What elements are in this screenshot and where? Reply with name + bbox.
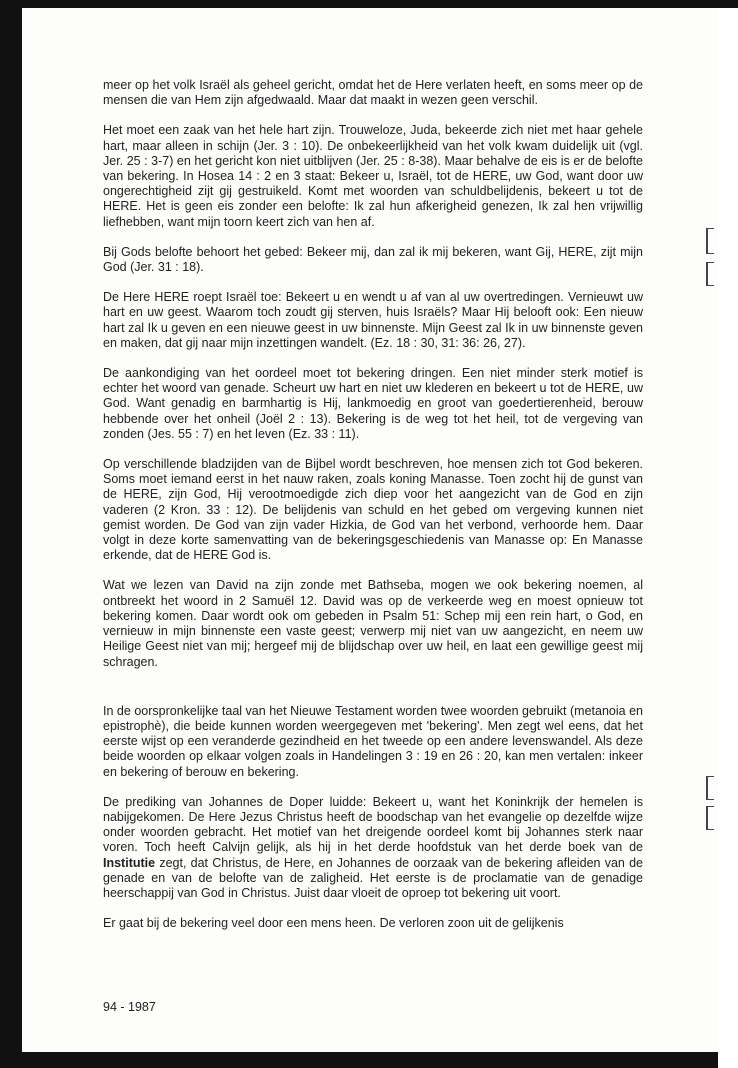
scan-border-left [0,0,22,1068]
page-footer: 94 - 1987 [103,1000,156,1014]
binding-mark [706,262,714,286]
paragraph-segment: zegt, dat Christus, de Here, en Johannes de oorzaak van de bekering afleiden van de genade en van de belofte van de zaligheid. Het eerste is de proclamatie van de genadige heerschappij van God in Christus. Juist daar vloeit de oproep tot bekering uit voort. [103,855,643,900]
paragraph: In de oorspronkelijke taal van het Nieuwe Testament worden twee woorden gebruikt (metanoia en epistrophè), die beide kunnen worden weergegeven met 'bekering'. Men zegt wel eens, dat het eerste wijst op een veranderde gezindheid en het tweede op een andere levenswandel. Als deze beide woorden op elkaar volgen zoals in Handelingen 3 : 19 en 26 : 20, kan men vertalen: inkeer en bekering of berouw en bekering. [103,703,643,779]
scan-border-top [0,0,738,8]
paragraph-segment: De prediking van Johannes de Doper luidde: Bekeert u, want het Koninkrijk der hemelen is nabijgekomen. De Here Jezus Christus heeft de boodschap van het evangelie op dezelfde wijze onder woorden gebracht. Het motief van het dreigende oordeel komt bij Johannes sterk naar voren. Toch heeft Calvijn gelijk, als hij in het derde hoofdstuk van het derde boek van de [103,794,643,855]
paragraph-calvin [103,795,643,901]
paragraph: De Here HERE roept Israël toe: Bekeert u en wendt u af van al uw overtredingen. Vernieuwt uw hart en uw geest. Waarom toch zoudt gij sterven, huis Israëls? Maar Hij belooft ook: Een nieuw hart zal Ik u geven en een nieuwe geest in uw binnenste. Mijn Geest zal Ik in uw binnenste geven en maken, dat gij naar mijn inzettingen wandelt. (Ez. 18 : 30, 31: 36: 26, 27). [103,290,643,350]
paragraph: Het moet een zaak van het hele hart zijn. Trouweloze, Juda, bekeerde zich niet met haar gehele hart, maar alleen in schijn (Jer. 3 : 10). De onbekeerlijkheid van het volk kwam duidelijk uit (vgl. Jer. 25 : 3-7) en het gericht kon niet uitblijven (Jer. 25 : 8-38). Maar behalve de eis is er de belofte van bekering. In Hosea 14 : 2 en 3 staat: Bekeer u, Israël, tot de HERE, uw God, want door uw ongerechtigheid zijt gij gestruikeld. Komt met woorden van schuldbelijdenis, bekeert u tot de HERE. Het is geen eis zonder een belofte: Ik zal hun afkerigheid genezen, Ik zal hen vrijwillig liefhebben, want mijn toorn keert zich van hen af. [103,123,643,229]
emphasis-institutie: Institutie [103,855,156,870]
binding-mark [706,806,714,830]
paragraph: Er gaat bij de bekering veel door een mens heen. De verloren zoon uit de gelijkenis [103,916,564,931]
paragraph: meer op het volk Israël als geheel gericht, omdat het de Here verlaten heeft, en soms meer op de mensen die van Hem zijn afgedwaald. Maar dat maakt in wezen geen verschil. [103,78,643,108]
binding-mark [706,776,714,800]
paragraph: Op verschillende bladzijden van de Bijbel wordt beschreven, hoe mensen zich tot God bekeren. Soms moet iemand eerst in het nauw raken, zoals koning Manasse. Toen zocht hij de gunst van de HERE, zijn God, Hij verootmoedigde zich diep voor het aangezicht van de God en zijn vaderen (2 Kron. 33 : 12). De belijdenis van schuld en het gebed om vergeving kunnen niet gemist worden. De God van zijn vader Hizkia, de God van het verbond, verhoorde hem. Daar volgt in deze korte samenvatting van de bekeringsgeschiedenis van Manasse op: En Manasse erkende, dat de HERE God is. [103,457,643,563]
body-text [103,78,643,946]
paragraph: De aankondiging van het oordeel moet tot bekering dringen. Een niet minder sterk motief is echter het woord van genade. Scheurt uw hart en niet uw klederen en bekeert u tot de HERE, uw God. Want genadig en barmhartig is Hij, lankmoedig en groot van goedertierenheid, berouw hebbende over het onheil (Joël 2 : 13). Bekering is de weg tot het heil, tot de vergeving van zonden (Jes. 55 : 7) en het leven (Ez. 33 : 11). [103,366,643,441]
binding-mark [706,228,714,254]
scan-border-bottom [22,1052,718,1068]
paragraph: Wat we lezen van David na zijn zonde met Bathseba, mogen we ook bekering noemen, al ontbreekt het woord in 2 Samuël 12. David was op de verkeerde weg en moest opnieuw tot bekering komen. Daar wordt ook om gebeden in Psalm 51: Schep mij een rein hart, o God, en vernieuw in mijn binnenste een vaste geest; verwerp mij niet van uw aangezicht, en neem uw Heilige Geest niet van mij; hergeef mij de blijdschap over uw heil, en laat een gewillige geest mij schragen. [103,578,643,669]
paragraph: Bij Gods belofte behoort het gebed: Bekeer mij, dan zal ik mij bekeren, want Gij, HERE, zijt mijn God (Jer. 31 : 18). [103,244,643,275]
